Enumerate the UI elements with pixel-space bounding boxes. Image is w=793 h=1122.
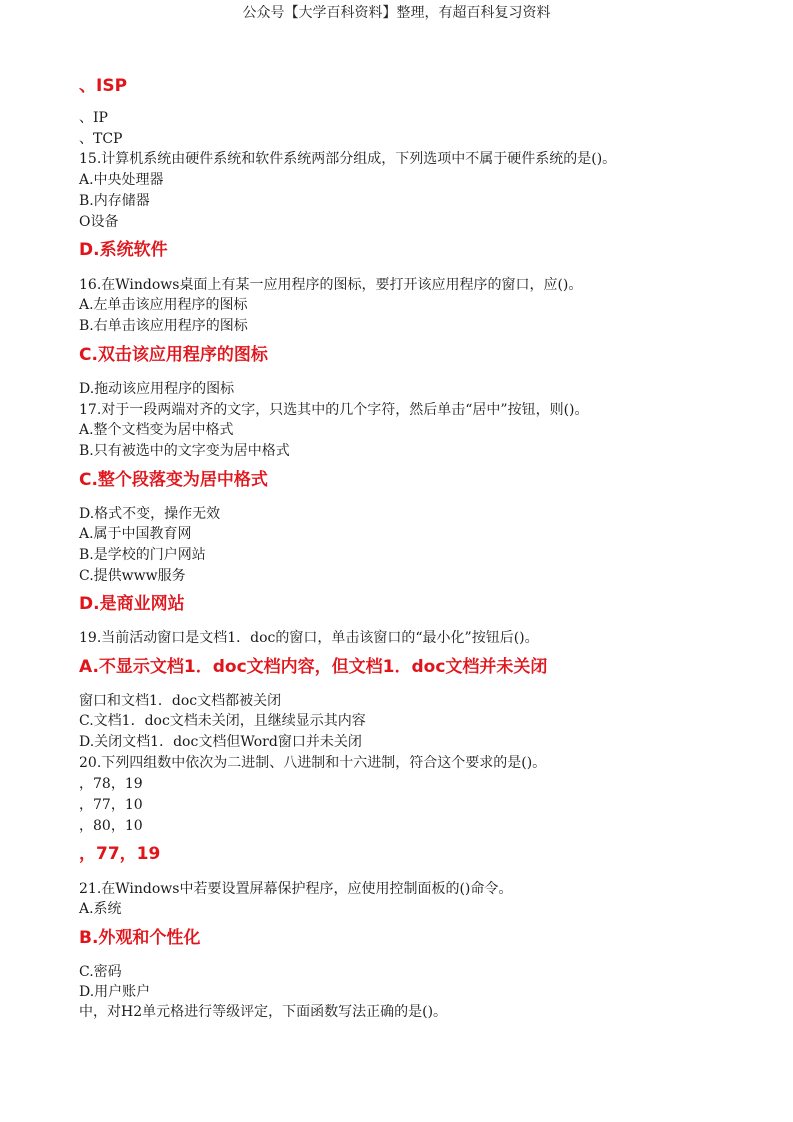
text-line: D.关闭文档1．doc文档但Word窗口并未关闭: [79, 734, 362, 750]
answer-line: D.系统软件: [79, 240, 168, 260]
text-line: 17.对于一段两端对齐的文字，只选其中的几个字符，然后单击“居中”按钮，则()。: [79, 402, 589, 418]
answer-line: D.是商业网站: [79, 594, 185, 614]
answer-line: B.外观和个性化: [79, 928, 201, 948]
text-line: 窗口和文档1．doc文档都被关闭: [79, 693, 282, 709]
text-line: ，77，10: [79, 797, 143, 813]
text-line: D.拖动该应用程序的图标: [79, 381, 235, 397]
answer-line: 、ISP: [79, 76, 128, 96]
text-line: 中，对H2单元格进行等级评定，下面函数写法正确的是()。: [79, 1004, 448, 1020]
text-line: A.整个文档变为居中格式: [79, 422, 234, 438]
answer-line: ，77，19: [79, 844, 161, 864]
text-line: 21.在Windows中若要设置屏幕保护程序，应使用控制面板的()命令。: [79, 881, 513, 897]
text-line: B.右单击该应用程序的图标: [79, 318, 248, 334]
answer-line: A.不显示文档1．doc文档内容，但文档1．doc文档并未关闭: [79, 657, 548, 677]
text-line: 20.下列四组数中依次为二进制、八进制和十六进制，符合这个要求的是()。: [79, 755, 547, 771]
text-line: ，80，10: [79, 818, 143, 834]
text-line: B.内存储器: [79, 193, 150, 209]
text-line: B.只有被选中的文字变为居中格式: [79, 443, 290, 459]
text-line: A.属于中国教育网: [79, 526, 192, 542]
text-line: C.文档1．doc文档未关闭，且继续显示其内容: [79, 713, 366, 729]
text-line: 19.当前活动窗口是文档1．doc的窗口，单击该窗口的“最小化”按钮后()。: [79, 630, 539, 646]
text-line: O设备: [79, 214, 119, 230]
text-line: 16.在Windows桌面上有某一应用程序的图标，要打开该应用程序的窗口，应()。: [79, 277, 583, 293]
text-line: A.中央处理器: [79, 172, 164, 188]
text-line: 15.计算机系统由硬件系统和软件系统两部分组成，下列选项中不属于硬件系统的是()。: [79, 151, 617, 167]
text-line: D.格式不变，操作无效: [79, 506, 221, 522]
answer-line: C.双击该应用程序的图标: [79, 345, 268, 365]
text-line: C.密码: [79, 964, 122, 980]
text-line: 、IP: [79, 110, 108, 126]
text-line: ，78，19: [79, 776, 143, 792]
text-line: D.用户账户: [79, 984, 151, 1000]
text-line: C.提供www服务: [79, 568, 186, 584]
answer-line: C.整个段落变为居中格式: [79, 470, 268, 490]
page-header: 公众号【大学百科资料】整理，有超百科复习资料: [242, 5, 551, 21]
text-line: A.左单击该应用程序的图标: [79, 297, 248, 313]
text-line: A.系统: [79, 901, 122, 917]
text-line: 、TCP: [79, 131, 123, 147]
text-line: B.是学校的门户网站: [79, 547, 206, 563]
